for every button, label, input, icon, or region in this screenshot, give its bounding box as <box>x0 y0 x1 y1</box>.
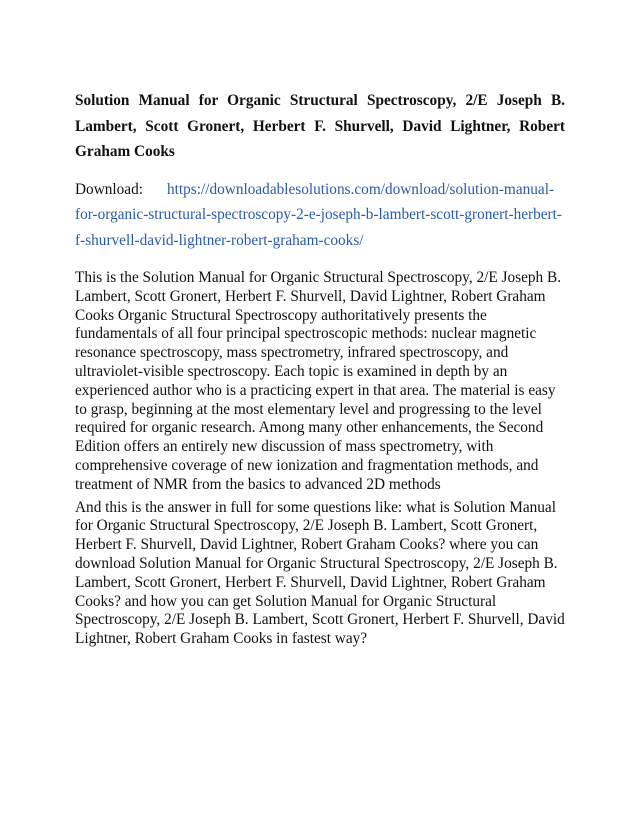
faq-paragraph: And this is the answer in full for some questions like: what is Solution Manual for Organic Structural Spectroscopy, 2/E Joseph B. Lambert, Scott Gronert, Herbert F. Shurvell, David Lightner, Robert Graham Cooks? where you can download Solution Manual for Organic Structural Spectroscopy, 2/E Joseph B. Lambert, Scott Gronert, Herbert F. Shurvell, David Lightner, Robert Graham Cooks? and how you can get Solution Manual for Organic Structural Spectroscopy, 2/E Joseph B. Lambert, Scott Gronert, Herbert F. Shurvell, David Lightner, Robert Graham Cooks in fastest way? <box>75 498 565 648</box>
download-line <box>75 177 565 254</box>
description-paragraph: This is the Solution Manual for Organic Structural Spectroscopy, 2/E Joseph B. Lambert, Scott Gronert, Herbert F. Shurvell, David Lightner, Robert Graham Cooks Organic Structural Spectroscopy authoritatively presents the fundamentals of all four principal spectroscopic methods: nuclear magnetic resonance spectroscopy, mass spectrometry, infrared spectroscopy, and ultraviolet-visible spectroscopy. Each topic is examined in depth by an experienced author who is a practicing expert in that area. The material is easy to grasp, beginning at the most elementary level and progressing to the level required for organic research. Among many other enhancements, the Second Edition offers an entirely new discussion of mass spectrometry, with comprehensive coverage of new ionization and fragmentation methods, and treatment of NMR from the basics to advanced 2D methods <box>75 269 562 493</box>
document-page <box>75 88 565 649</box>
document-title: Solution Manual for Organic Structural Spectroscopy, 2/E Joseph B. Lambert, Scott Gronert, Herbert F. Shurvell, David Lightner, Robert Graham Cooks <box>75 92 565 160</box>
download-label: Download: <box>75 180 143 198</box>
download-link[interactable]: https://downloadablesolutions.com/download/solution-manual-for-organic-structural-spectroscopy-2-e-joseph-b-lambert-scott-gronert-herbert-f-shurvell-david-lightner-robert-graham-cooks/ <box>75 180 562 249</box>
